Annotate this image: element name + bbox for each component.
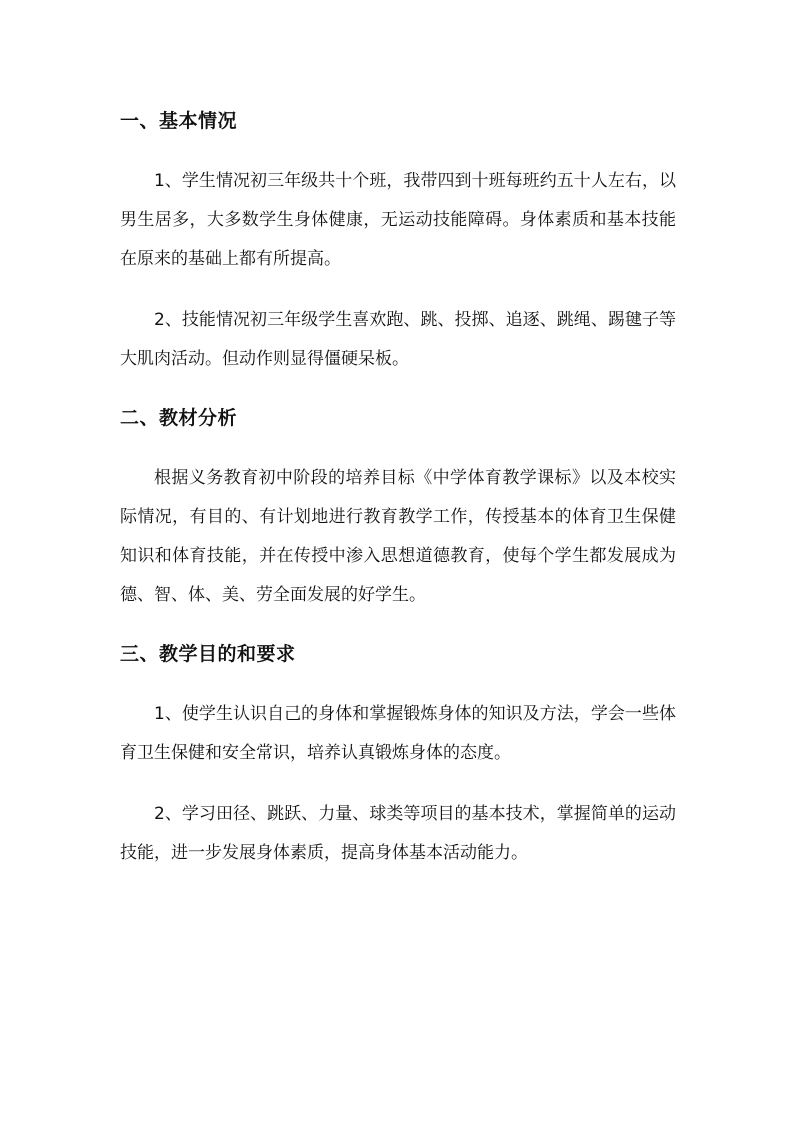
section-teaching-material [120,401,676,615]
paragraph: 2、学习田径、跳跃、力量、球类等项目的基本技术，掌握简单的运动技能，进一步发展身体素质，提高身体基本活动能力。 [120,804,676,863]
section-basic-situation [120,104,676,379]
paragraph: 2、技能情况初三年级学生喜欢跑、跳、投掷、追逐、跳绳、踢毽子等大肌肉活动。但动作则显得僵硬呆板。 [120,310,676,369]
section-teaching-goals [120,637,676,873]
section-heading: 一、基本情况 [120,110,238,132]
section-heading: 二、教材分析 [120,407,238,429]
paragraph: 1、学生情况初三年级共十个班，我带四到十班每班约五十人左右，以男生居多，大多数学生身体健康，无运动技能障碍。身体素质和基本技能在原来的基础上都有所提高。 [120,171,676,269]
section-heading: 三、教学目的和要求 [120,643,296,665]
paragraph: 1、使学生认识自己的身体和掌握锻炼身体的知识及方法，学会一些体育卫生保健和安全常识，培养认真锻炼身体的态度。 [120,704,676,763]
paragraph: 根据义务教育初中阶段的培养目标《中学体育教学课标》以及本校实际情况，有目的、有计划地进行教育教学工作，传授基本的体育卫生保健知识和体育技能，并在传授中渗入思想道德教育，使每个学生都发展成为德、智、体、美、劳全面发展的好学生。 [120,468,676,605]
document-body [120,104,676,895]
